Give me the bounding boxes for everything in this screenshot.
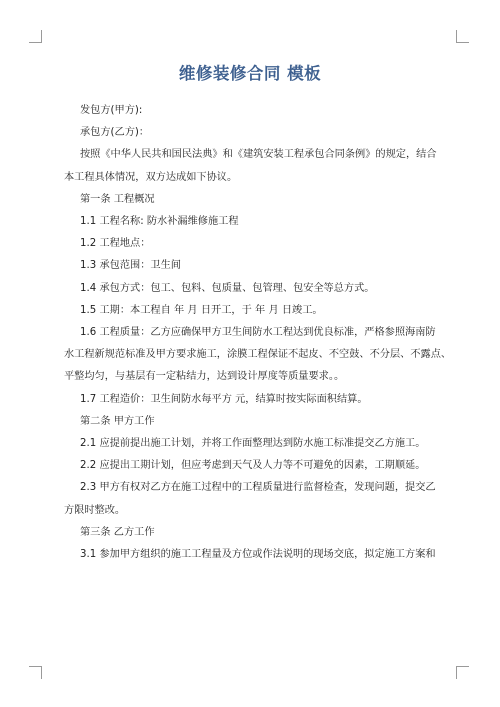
document-line: 1.3 承包范围：卫生间	[80, 260, 181, 272]
document-line: 第三条 乙方工作	[80, 526, 155, 538]
page-corner-mark-bottom-left	[29, 666, 42, 679]
document-line: 按照《中华人民共和国民法典》和《建筑安装工程承包合同条例》的规定，结合	[80, 149, 437, 161]
document-line: 1.4 承包方式：包工、包料、包质量、包管理、包安全等总方式。	[80, 282, 375, 294]
document-line: 1.7 工程造价：卫生间防水每平方 元，结算时按实际面积结算。	[80, 393, 368, 405]
document-line: 水工程新规范标准及甲方要求施工，涂膜工程保证不起皮、不空鼓、不分层、不露点、	[64, 349, 452, 361]
document-line: 第二条 甲方工作	[80, 415, 155, 427]
page-corner-mark-top-right	[456, 30, 469, 43]
document-line: 1.2 工程地点：	[80, 238, 151, 250]
document-body	[64, 100, 452, 566]
document-line: 方限时整改。	[64, 504, 126, 516]
document-line: 3.1 参加甲方组织的施工工程量及方位或作法说明的现场交底，拟定施工方案和	[80, 549, 436, 561]
document-line: 1.1 工程名称: 防水补漏维修施工程	[80, 216, 239, 228]
document-line: 承包方(乙方)：	[80, 127, 150, 139]
document-line: 平整均匀，与基层有一定粘结力，达到设计厚度等质量要求。。	[64, 371, 345, 383]
document-title: 维修装修合同 模板	[178, 64, 322, 83]
page-corner-mark-top-left	[29, 30, 42, 43]
document-line: 2.3 甲方有权对乙方在施工过程中的工程质量进行监督检查，发现问题，提交乙	[80, 482, 436, 494]
document-line: 1.5 工期：本工程自 年 月 日开工，于 年 月 日竣工。	[80, 304, 323, 316]
document-line: 2.1 应提前提出施工计划，并将工作面整理达到防水施工标准提交乙方施工。	[80, 438, 426, 450]
document-line: 本工程具体情况，双方达成如下协议。	[64, 171, 238, 183]
page-corner-mark-bottom-right	[456, 666, 469, 679]
document-line: 第一条 工程概况	[80, 193, 155, 205]
document-line: 发包方(甲方):	[80, 105, 143, 116]
document-line: 1.6 工程质量：乙方应确保甲方卫生间防水工程达到优良标准，严格参照海南防	[80, 327, 436, 339]
document-line: 2.2 应提出工期计划，但应考虑到天气及人力等不可避免的因素，工期顺延。	[80, 460, 426, 472]
